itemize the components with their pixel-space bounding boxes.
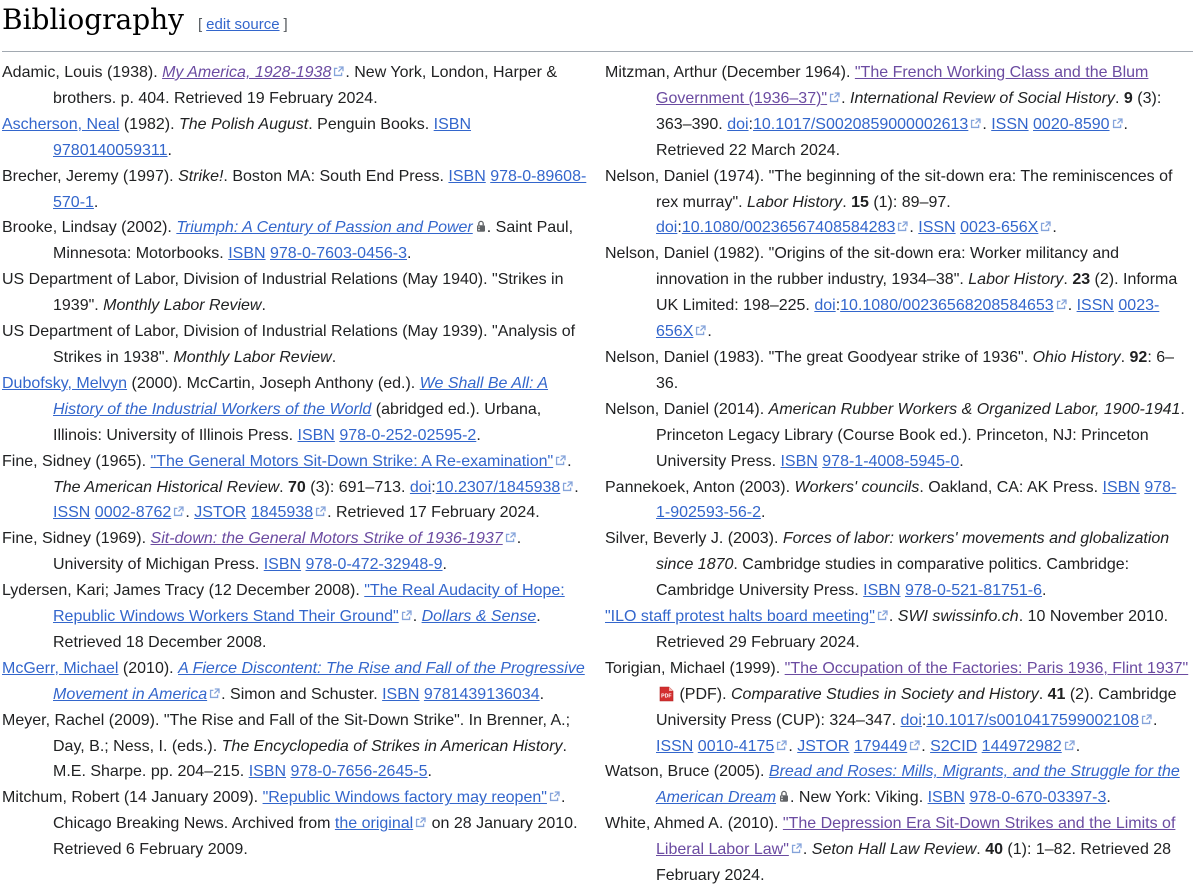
citation-text: . — [442, 556, 447, 574]
citation-link[interactable]: "Republic Windows factory may reopen" — [262, 789, 547, 807]
citation-text: : — [835, 297, 841, 315]
citation-text: . — [185, 504, 195, 522]
citation-link[interactable]: JSTOR — [194, 504, 247, 522]
citation-text: . — [976, 841, 986, 859]
citation-link[interactable]: "ILO staff protest halts board meeting" — [605, 608, 875, 626]
citation-link[interactable]: Bread and Roses: Mills, Migrants, and the Struggle for the American Dream — [656, 763, 1180, 807]
citation-volume: 9 — [1123, 89, 1133, 107]
citation-link[interactable]: 10.1080/00236568208584653 — [840, 297, 1054, 315]
bib-entry — [2, 785, 588, 863]
citation-link[interactable]: ISSN — [991, 115, 1029, 133]
citation-text: . Retrieved 18 December 2008. — [53, 608, 541, 651]
citation-text: . — [407, 245, 412, 263]
citation-text: . 10 November 2010. Retrieved 29 February 2024. — [656, 608, 1169, 651]
citation-text: . — [788, 737, 798, 755]
citation-work-title: Ohio History — [1032, 348, 1121, 366]
svg-text:PDF: PDF — [661, 693, 672, 700]
page-title-row — [2, 3, 1193, 42]
citation-link[interactable]: 1845938 — [250, 504, 314, 522]
citation-text: . — [707, 323, 712, 341]
citation-link[interactable]: doi — [409, 478, 432, 496]
bib-entry — [2, 449, 588, 527]
citation-link[interactable]: Triumph: A Century of Passion and Power — [176, 219, 473, 237]
citation-link[interactable]: 10.1017/S0020859000002613 — [753, 115, 969, 133]
citation-link[interactable]: 978-1-902593-56-2 — [656, 478, 1177, 522]
citation-text: . Princeton Legacy Library (Course Book ed.). Princeton, NJ: Princeton University Press. — [656, 400, 1185, 470]
external-link-icon — [1040, 221, 1051, 232]
citation-text: Silver, Beverly J. (2003). — [605, 530, 783, 548]
external-link-icon — [173, 506, 184, 517]
citation-text: Brooke, Lindsay (2002). — [2, 219, 177, 237]
external-link-icon — [829, 92, 840, 103]
citation-text: . — [842, 193, 852, 211]
citation-link[interactable]: "The General Motors Sit-Down Strike: A Re-examination" — [150, 452, 554, 470]
citation-link[interactable]: ISBN — [228, 245, 266, 263]
citation-text: . New York: Viking. — [790, 789, 928, 807]
citation-work-title: American Rubber Workers & Organized Labor, 1900-1941 — [768, 400, 1181, 418]
citation-text: . University of Michigan Press. — [53, 530, 522, 574]
bib-entry — [2, 112, 588, 164]
citation-text: . Retrieved 22 March 2024. — [656, 115, 1128, 159]
external-link-icon — [555, 455, 566, 466]
citation-text: Pannekoek, Anton (2003). — [605, 478, 795, 496]
citation-text: : — [677, 219, 682, 237]
citation-work-title: International Review of Social History — [850, 89, 1116, 107]
citation-text: . — [1052, 219, 1057, 237]
citation-text: . Simon and Schuster. — [221, 685, 383, 703]
citation-text: US Department of Labor, Division of Industrial Relations (May 1939). "Analysis of Strikes in 1938". — [2, 323, 576, 366]
external-link-icon — [505, 532, 516, 543]
citation-volume: 70 — [288, 478, 306, 496]
citation-volume: 92 — [1129, 348, 1148, 366]
citation-text: (abridged ed.). Urbana, Illinois: University of Illinois Press. — [53, 400, 542, 444]
citation-text: . — [760, 504, 766, 522]
citation-link[interactable]: ISSN — [1076, 297, 1114, 315]
bib-entry — [2, 656, 588, 708]
citation-work-title: Monthly Labor Review — [173, 348, 332, 366]
citation-volume: 41 — [1047, 685, 1066, 703]
page-title: Bibliography — [2, 3, 184, 36]
citation-link[interactable]: 0023-656X — [960, 219, 1039, 237]
bibliography-list — [2, 60, 1193, 889]
citation-work-title: Labor History — [968, 271, 1064, 289]
citation-link[interactable]: Dollars & Sense — [421, 608, 537, 626]
external-link-icon — [791, 843, 802, 854]
external-link-icon — [549, 791, 560, 802]
bib-entry — [605, 526, 1190, 604]
citation-link[interactable]: ISBN — [448, 167, 486, 185]
citation-text: . — [841, 89, 850, 107]
citation-link[interactable]: 0020-8590 — [1033, 115, 1110, 133]
bib-entry — [605, 811, 1190, 889]
citation-link[interactable]: doi — [656, 219, 678, 237]
edit-source-link[interactable]: edit source — [206, 16, 280, 33]
citation-text: . — [1067, 297, 1077, 315]
citation-text: . — [1120, 348, 1130, 366]
citation-text: . — [1063, 271, 1073, 289]
bib-entry — [2, 267, 588, 319]
external-link-icon — [897, 221, 908, 232]
citation-text: . New York, London, Harper & brothers. p. 404. Retrieved 19 February 2024. — [53, 64, 558, 107]
external-link-icon — [333, 66, 344, 77]
citation-link[interactable]: "The Real Audacity of Hope: Republic Windows Workers Stand Their Ground" — [53, 582, 565, 626]
citation-work-title: The American Historical Review — [53, 478, 280, 496]
bib-entry — [2, 319, 588, 371]
citation-work-title: Strike! — [178, 167, 224, 185]
citation-link[interactable]: 10.1017/s0010417599002108 — [926, 711, 1139, 729]
citation-text: (1): 89–97. — [868, 193, 951, 211]
citation-text: : — [748, 115, 753, 133]
citation-link[interactable]: My America, 1928-1938 — [162, 64, 332, 81]
citation-link[interactable]: "The French Working Class and the Blum Government (1936–37)" — [656, 64, 1149, 107]
citation-text: . — [1106, 789, 1111, 807]
bib-entry — [605, 164, 1190, 242]
citation-link[interactable]: ISBN — [248, 763, 287, 781]
citation-link[interactable]: 10.2307/1845938 — [435, 478, 561, 496]
citation-text: . — [331, 348, 337, 366]
citation-text: . Penguin Books. — [308, 115, 434, 133]
citation-text: : — [921, 711, 927, 729]
citation-link[interactable]: 978-0-7603-0456-3 — [270, 245, 407, 263]
citation-link[interactable]: ISBN — [297, 426, 335, 444]
bib-entry — [605, 475, 1190, 527]
citation-link[interactable]: ISBN — [1102, 478, 1140, 496]
citation-link[interactable]: S2CID — [930, 737, 978, 755]
external-link-icon — [1056, 299, 1067, 310]
citation-link[interactable]: ISBN — [863, 582, 901, 600]
citation-link[interactable]: 179449 — [853, 737, 908, 755]
citation-text: Adamic, Louis (1938). — [2, 64, 163, 81]
citation-work-title: Monthly Labor Review — [103, 297, 262, 315]
citation-text: US Department of Labor, Division of Industrial Relations (May 1940). "Strikes in 1939". — [2, 271, 564, 315]
citation-text: . — [1038, 685, 1048, 703]
citation-text: . Oakland, CA: AK Press. — [919, 478, 1103, 496]
external-link-icon — [695, 325, 706, 336]
citation-text: . — [93, 193, 99, 211]
citation-link[interactable]: ISBN — [780, 452, 818, 470]
section-heading — [2, 0, 1193, 52]
citation-text: on 28 January 2010. Retrieved 6 February 2009. — [53, 815, 578, 859]
citation-text: . — [1041, 582, 1047, 600]
citation-link[interactable]: ISSN — [53, 504, 91, 522]
citation-text: . — [909, 219, 919, 237]
citation-link[interactable]: 978-0-252-02595-2 — [339, 426, 477, 444]
external-link-icon — [562, 481, 573, 492]
citation-link[interactable]: "The Depression Era Sit-Down Strikes and the Limits of Liberal Labor Law" — [656, 815, 1176, 859]
external-link-icon — [401, 610, 412, 621]
bib-entry — [2, 526, 588, 578]
external-link-icon — [1141, 714, 1152, 725]
citation-text: . — [1075, 737, 1081, 755]
citation-link[interactable]: 978-0-7656-2645-5 — [290, 763, 428, 781]
citation-text: . — [476, 426, 481, 444]
citation-volume: 40 — [985, 841, 1003, 859]
citation-text: . — [427, 763, 432, 781]
bib-entry — [2, 60, 588, 112]
citation-link[interactable]: ISBN — [927, 789, 965, 807]
lock-icon — [779, 790, 789, 803]
citation-link[interactable]: ISBN — [382, 685, 420, 703]
bib-entry — [605, 656, 1190, 760]
citation-text: . M.E. Sharpe. pp. 204–215. — [53, 737, 567, 781]
citation-text: . — [921, 737, 931, 755]
external-link-icon — [909, 740, 920, 751]
citation-text: : — [431, 478, 436, 496]
citation-text: . — [802, 841, 812, 859]
bib-entry — [605, 60, 1190, 164]
citation-text: (2). Informa UK Limited: 198–225. — [656, 271, 1178, 315]
citation-text: . Boston MA: South End Press. — [223, 167, 449, 185]
citation-text: (2000). McCartin, Joseph Anthony (ed.). — [127, 374, 420, 392]
citation-volume: 15 — [851, 193, 869, 211]
citation-work-title: Seton Hall Law Review — [811, 841, 977, 859]
citation-text: (3): 363–390. — [656, 89, 1162, 133]
citation-link[interactable]: 0023-656X — [656, 297, 1160, 341]
citation-text: . — [1115, 89, 1124, 107]
citation-text: . — [959, 452, 964, 470]
citation-text: Nelson, Daniel (1982). "Origins of the sit-down era: Worker militancy and innovation in the rubber industry, 1934–38". — [605, 245, 1120, 289]
external-link-icon — [970, 118, 981, 129]
external-link-icon — [415, 817, 426, 828]
citation-link[interactable]: McGerr, Michael — [2, 659, 119, 677]
citation-text: Watson, Bruce (2005). — [605, 763, 769, 781]
citation-text: . — [574, 478, 579, 496]
citation-link[interactable]: ISBN — [263, 556, 302, 574]
citation-text: Fine, Sidney (1969). — [2, 530, 151, 548]
bib-entry — [2, 578, 588, 656]
edit-bracket-open: [ — [198, 16, 203, 33]
citation-link[interactable]: Dubofsky, Melvyn — [2, 374, 128, 392]
bib-entry — [2, 371, 588, 449]
citation-link[interactable]: "The Occupation of the Factories: Paris 1936, Flint 1937" — [784, 659, 1189, 677]
citation-link[interactable]: 978-0-472-32948-9 — [305, 556, 443, 574]
bib-entry — [2, 708, 588, 786]
citation-text: White, Ahmed A. (2010). — [605, 815, 783, 833]
citation-text: Brecher, Jeremy (1997). — [2, 167, 179, 185]
citation-text: Nelson, Daniel (2014). — [605, 400, 769, 418]
external-link-icon — [1064, 740, 1075, 751]
citation-text: Fine, Sidney (1965). — [2, 452, 151, 470]
citation-text: (1982). — [119, 115, 179, 133]
citation-text: . — [261, 297, 266, 315]
citation-link[interactable]: JSTOR — [797, 737, 850, 755]
bib-entry — [605, 604, 1190, 656]
external-link-icon — [776, 740, 787, 751]
citation-text: . — [279, 478, 289, 496]
citation-link[interactable]: 9781439136034 — [423, 685, 540, 703]
citation-text: . — [982, 115, 992, 133]
citation-work-title: Forces of labor: workers' movements and globalization since 1870 — [656, 530, 1170, 574]
citation-text: . — [567, 452, 572, 470]
external-link-icon — [1112, 118, 1123, 129]
citation-text: Mitchum, Robert (14 January 2009). — [2, 789, 263, 807]
citation-link[interactable]: Sit-down: the General Motors Strike of 1936-1937 — [150, 530, 503, 548]
citation-text: . Cambridge studies in comparative politics. Cambridge: Cambridge University Press. — [656, 556, 1130, 600]
citation-link[interactable]: 0010-4175 — [697, 737, 775, 755]
citation-link[interactable]: the original — [334, 815, 414, 833]
citation-text: Mitzman, Arthur (December 1964). — [605, 64, 855, 81]
citation-link[interactable]: doi — [900, 711, 922, 729]
citation-work-title: SWI swissinfo.ch — [897, 608, 1019, 626]
citation-link[interactable]: A Fierce Discontent: The Rise and Fall of the Progressive Movement in America — [53, 659, 585, 703]
bib-entry — [605, 241, 1190, 345]
citation-link[interactable]: 0002-8762 — [94, 504, 172, 522]
bibliography-column-right — [605, 60, 1190, 889]
citation-link[interactable]: 10.1080/00236567408584283 — [681, 219, 896, 237]
citation-text: (3): 691–713. — [305, 478, 410, 496]
citation-work-title: The Encyclopedia of Strikes in American History — [221, 737, 563, 755]
external-link-icon — [315, 506, 326, 517]
bib-entry — [605, 397, 1190, 475]
citation-text: . Saint Paul, Minnesota: Motorbooks. — [53, 219, 574, 263]
citation-link[interactable]: 978-0-89608-570-1 — [53, 167, 587, 211]
citation-text: (PDF). — [675, 685, 731, 703]
citation-link[interactable]: We Shall Be All: A History of the Industrial Workers of the World — [53, 374, 549, 418]
bib-entry — [2, 215, 588, 267]
citation-work-title: Workers' councils — [794, 478, 920, 496]
citation-work-title: The Polish August — [178, 115, 309, 133]
bib-entry — [605, 759, 1190, 811]
citation-volume: 23 — [1072, 271, 1091, 289]
citation-text: (1): 1–82. Retrieved 28 February 2024. — [656, 841, 1172, 885]
edit-bracket-close: ] — [283, 16, 288, 33]
citation-text: . — [1153, 711, 1158, 729]
citation-text: . — [412, 608, 422, 626]
bibliography-column-left — [2, 60, 588, 889]
citation-link[interactable]: ISSN — [656, 737, 694, 755]
citation-link[interactable]: ISBN — [433, 115, 472, 133]
citation-text: Lydersen, Kari; James Tracy (12 December 2008). — [2, 582, 365, 600]
citation-link[interactable]: 978-0-670-03397-3 — [969, 789, 1107, 807]
external-link-icon — [877, 610, 888, 621]
citation-link[interactable]: doi — [814, 297, 836, 315]
citation-text: : 6–36. — [656, 348, 1174, 392]
citation-link[interactable]: 144972982 — [981, 737, 1062, 755]
citation-link[interactable]: 978-1-4008-5945-0 — [822, 452, 960, 470]
citation-text: . — [539, 685, 545, 703]
citation-link[interactable]: 9780140059311 — [53, 141, 168, 159]
citation-link[interactable]: 978-0-521-81751-6 — [904, 582, 1042, 600]
pdf-icon — [659, 686, 674, 702]
bib-entry — [605, 345, 1190, 397]
lock-icon — [476, 220, 486, 233]
citation-link[interactable]: ISSN — [918, 219, 956, 237]
citation-work-title: Comparative Studies in Society and History — [731, 685, 1039, 703]
edit-section — [198, 8, 288, 42]
citation-text: . — [888, 608, 898, 626]
citation-text: (2010). — [118, 659, 179, 677]
citation-text: . Retrieved 17 February 2024. — [327, 504, 540, 522]
citation-link[interactable]: doi — [727, 115, 749, 133]
citation-link[interactable]: Ascherson, Neal — [2, 115, 120, 133]
citation-work-title: Labor History — [747, 193, 843, 211]
citation-text: Meyer, Rachel (2009). "The Rise and Fall of the Sit-Down Strike". In Brenner, A.; Day, B.; Ness, I. (eds.). — [2, 711, 571, 755]
citation-text: Nelson, Daniel (1983). "The great Goodyear strike of 1936". — [605, 348, 1033, 366]
citation-text: Nelson, Daniel (1974). "The beginning of the sit-down era: The reminiscences of rex murray". — [605, 167, 1173, 211]
citation-text: Torigian, Michael (1999). — [605, 659, 785, 677]
external-link-icon — [209, 688, 220, 699]
citation-text: . — [167, 141, 172, 159]
citation-text: (2). Cambridge University Press (CUP): 324–347. — [656, 685, 1177, 729]
bib-entry — [2, 164, 588, 216]
citation-text: . Chicago Breaking News. Archived from — [53, 789, 566, 833]
